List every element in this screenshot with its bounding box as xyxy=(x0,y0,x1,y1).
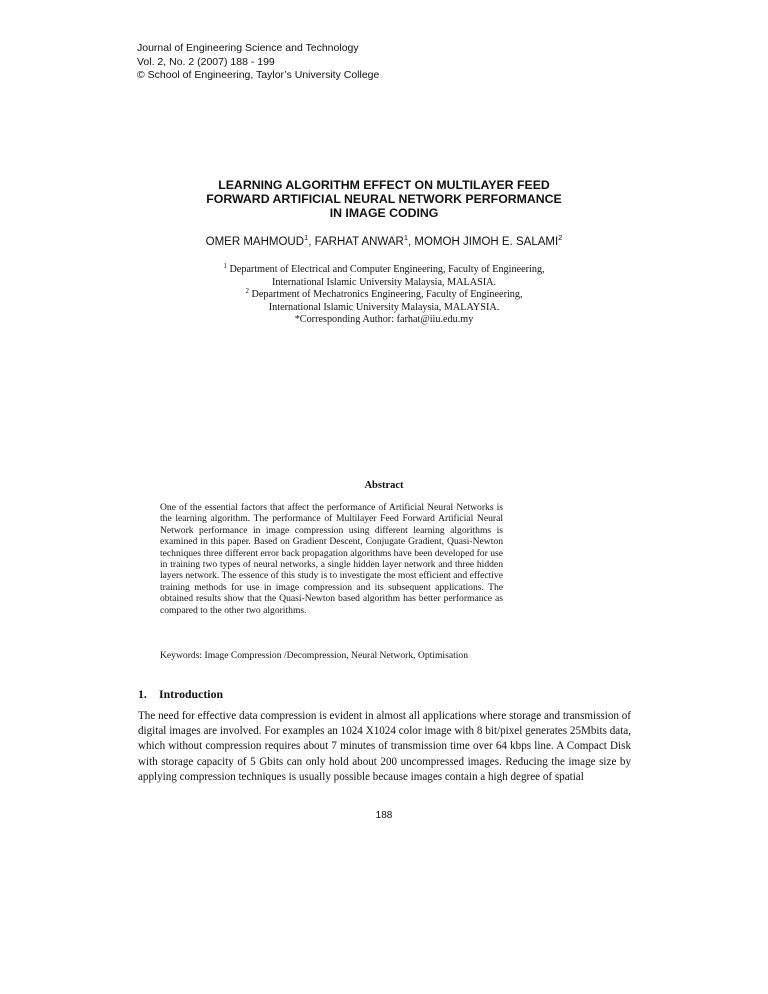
introduction-paragraph: The need for effective data compression is evident in almost all applications where storage and transmission of digital images are involved. For examples an 1024 X1024 color image with 8 bit/pixel generates 25Mbits data, which without compression requires about 7 minutes of transmission time over 64 kbps line. A Compact Disk with storage capacity of 5 Gbits can only hold about 200 uncompressed images. Reducing the image size by applying compression techniques is usually possible because images contain a high degree of spatial xyxy=(138,710,631,783)
affiliation-1-line-1: $^1$ Department of Electrical and Computer Engineering, Faculty of Engineering, xyxy=(223,262,545,275)
title-line-2: FORWARD ARTIFICIAL NEURAL NETWORK PERFORMANCE xyxy=(206,192,562,206)
author-list xyxy=(137,233,631,248)
journal-volume: Vol. 2, No. 2 (2007) 188 - 199 xyxy=(137,55,275,68)
author-name: FARHAT ANWAR xyxy=(314,236,404,248)
section-heading-introduction xyxy=(138,687,223,702)
affiliation-2-line-1: $^2$ Department of Mechatronics Engineering, Faculty of Engineering, xyxy=(245,287,523,301)
author-affiliation-mark: 2 xyxy=(558,233,563,242)
author-name: OMER MAHMOUD xyxy=(205,236,305,248)
author-name: MOMOH JIMOH E. SALAMI xyxy=(414,236,559,248)
author-separator: , xyxy=(308,236,315,248)
author-affiliation-mark: 1 xyxy=(304,233,309,242)
title-line-1: LEARNING ALGORITHM EFFECT ON MULTILAYER FEED xyxy=(218,178,550,192)
keywords: Keywords: Image Compression /Decompression, Neural Network, Optimisation xyxy=(160,650,469,661)
affiliation-1-line-2: International Islamic University Malaysia, MALASIA. xyxy=(271,276,497,288)
affiliation-2-line-2: International Islamic University Malaysia, MALAYSIA. xyxy=(268,301,500,313)
section-number: 1. xyxy=(138,687,147,701)
affiliations xyxy=(137,264,631,327)
author-affiliation-mark: 1 xyxy=(403,233,409,242)
journal-header xyxy=(137,42,379,83)
page-number: 188 xyxy=(375,810,393,821)
author-separator: , xyxy=(408,236,415,248)
journal-copyright: © School of Engineering, Taylor’s University College xyxy=(137,69,380,81)
paper-title xyxy=(137,178,631,220)
section-title: Introduction xyxy=(159,687,224,701)
abstract-heading: Abstract xyxy=(364,480,404,491)
affiliation-1-mark: 1 xyxy=(223,262,227,270)
title-line-3: IN IMAGE CODING xyxy=(329,206,439,220)
abstract-body: One of the essential factors that affect the performance of Artificial Neural Networks is the learning algorithm. The performance of Multilayer Feed Forward Artificial Neural Network performance in image compression using different learning algorithms is examined in this paper. Based on Gradient Descent, Conjugate Gradient, Quasi-Newton techniques three different error back propagation algorithms have been developed for use in training two types of neural networks, a single hidden layer network and three hidden layers network. The essence of this study is to investigate the most efficient and effective training methods for use in image compression and its subsequent applications. The obtained results show that the Quasi-Newton based algorithm has better performance as compared to the other two algorithms. xyxy=(160,502,503,616)
affiliation-2-mark: 2 xyxy=(245,287,249,296)
journal-name: Journal of Engineering Science and Technology xyxy=(137,42,359,54)
corresponding-author: *Corresponding Author: farhat@iiu.edu.my xyxy=(294,314,474,326)
